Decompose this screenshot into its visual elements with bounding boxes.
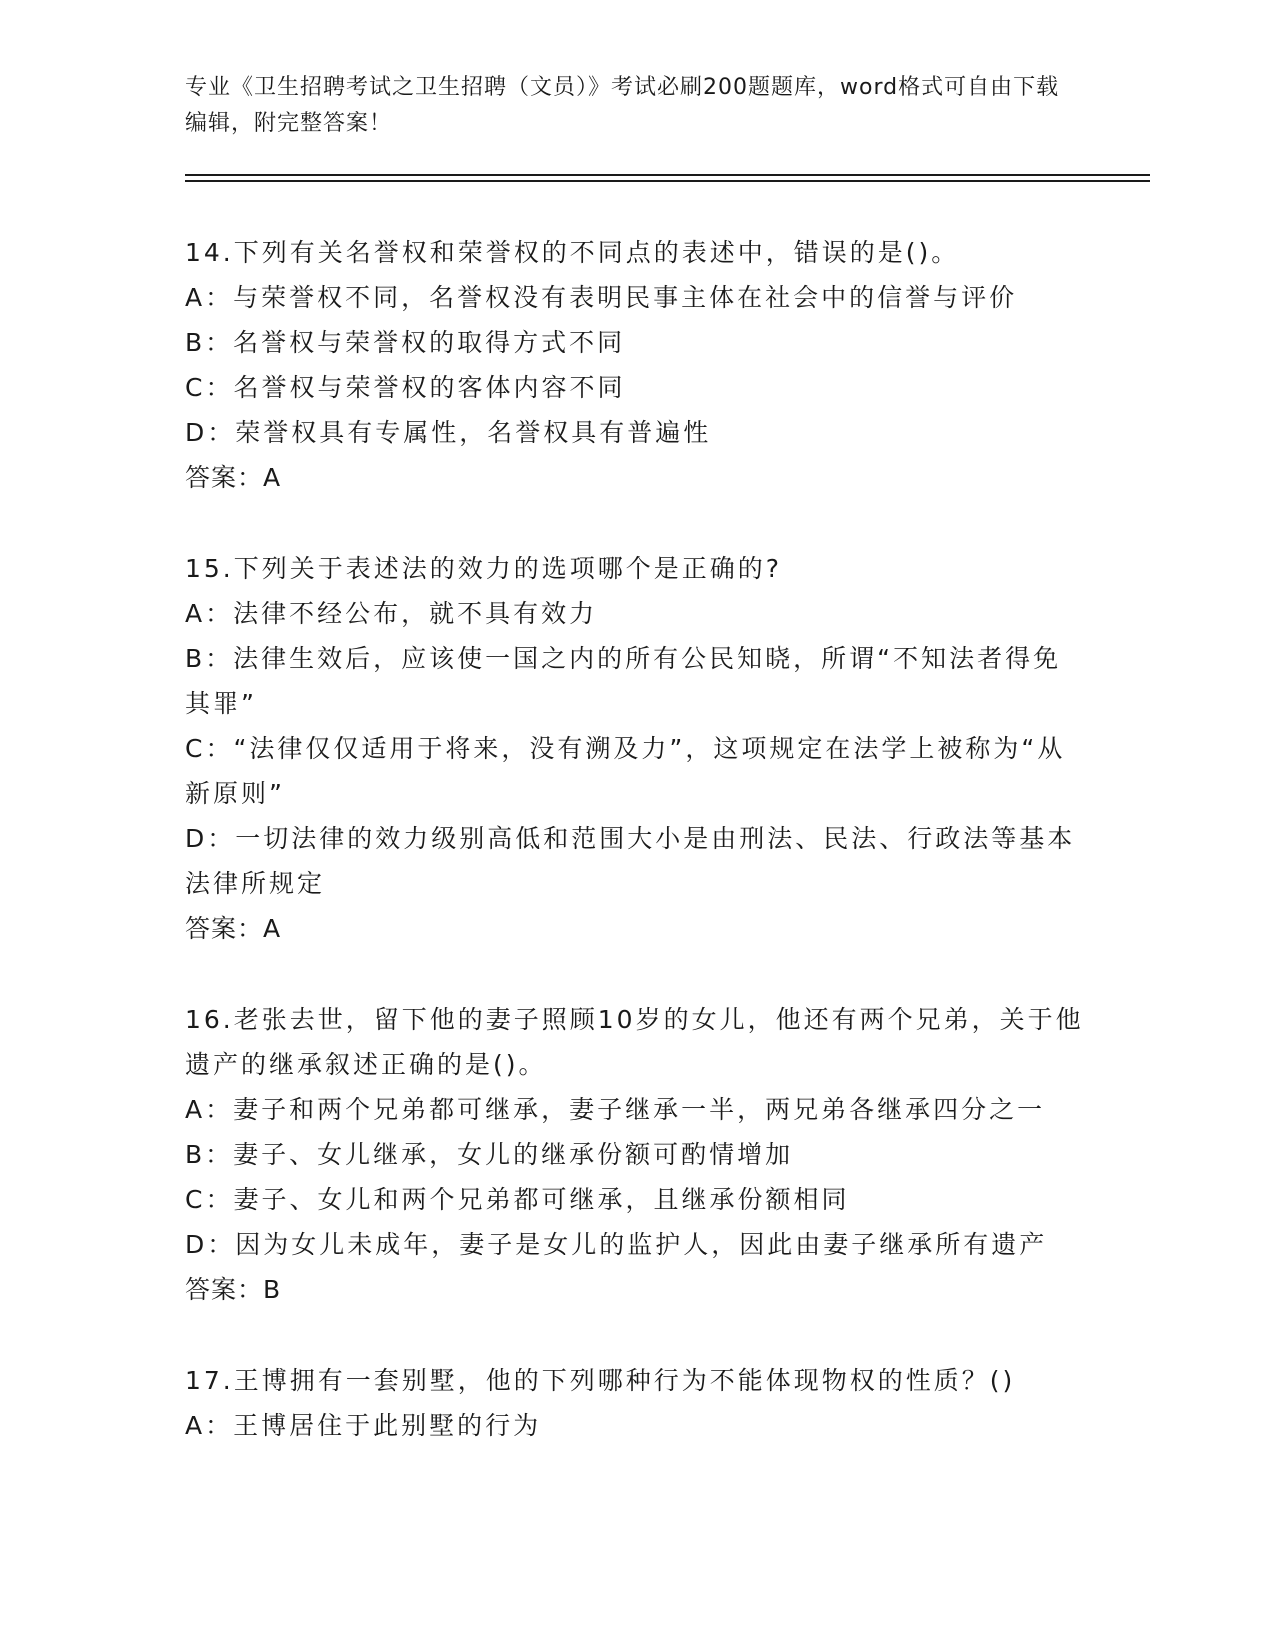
question-stem: 16.老张去世，留下他的妻子照顾10岁的女儿，他还有两个兄弟，关于他遗产的继承叙述正确的是()。 — [185, 1005, 1084, 1079]
option-d: D：一切法律的效力级别高低和范围大小是由刑法、民法、行政法等基本法律所规定 — [185, 824, 1076, 898]
question-17 — [185, 1358, 1085, 1448]
option-c: C：“法律仅仅适用于将来，没有溯及力”，这项规定在法学上被称为“从新原则” — [185, 734, 1066, 808]
option-d: D：荣誉权具有专属性，名誉权具有普遍性 — [185, 418, 712, 447]
option-b: B：妻子、女儿继承，女儿的继承份额可酌情增加 — [185, 1140, 794, 1169]
question-stem: 17.王博拥有一套别墅，他的下列哪种行为不能体现物权的性质？() — [185, 1366, 1016, 1395]
question-stem: 14.下列有关名誉权和荣誉权的不同点的表述中，错误的是()。 — [185, 238, 960, 267]
question-14 — [185, 230, 1085, 500]
option-b: B：名誉权与荣誉权的取得方式不同 — [185, 328, 626, 357]
option-c: C：妻子、女儿和两个兄弟都可继承，且继承份额相同 — [185, 1185, 850, 1214]
option-d: D：因为女儿未成年，妻子是女儿的监护人，因此由妻子继承所有遗产 — [185, 1230, 1048, 1259]
header-divider-top — [185, 174, 1150, 176]
option-b: B：法律生效后，应该使一国之内的所有公民知晓，所谓“不知法者得免其罪” — [185, 644, 1062, 718]
answer: 答案：A — [185, 914, 282, 943]
answer: 答案：A — [185, 463, 282, 492]
header-divider-bottom — [185, 180, 1150, 182]
option-a: A：与荣誉权不同，名誉权没有表明民事主体在社会中的信誉与评价 — [185, 283, 1018, 312]
option-a: A：王博居住于此别墅的行为 — [185, 1411, 542, 1440]
question-16 — [185, 997, 1085, 1312]
question-list — [185, 230, 1085, 1494]
option-a: A：妻子和两个兄弟都可继承，妻子继承一半，两兄弟各继承四分之一 — [185, 1095, 1046, 1124]
document-header: 专业《卫生招聘考试之卫生招聘（文员）》考试必刷200题题库，word格式可自由下载编辑，附完整答案！ — [185, 75, 1060, 136]
question-15 — [185, 546, 1085, 951]
answer: 答案：B — [185, 1275, 282, 1304]
option-a: A：法律不经公布，就不具有效力 — [185, 599, 598, 628]
question-stem: 15.下列关于表述法的效力的选项哪个是正确的? — [185, 554, 783, 583]
option-c: C：名誉权与荣誉权的客体内容不同 — [185, 373, 626, 402]
